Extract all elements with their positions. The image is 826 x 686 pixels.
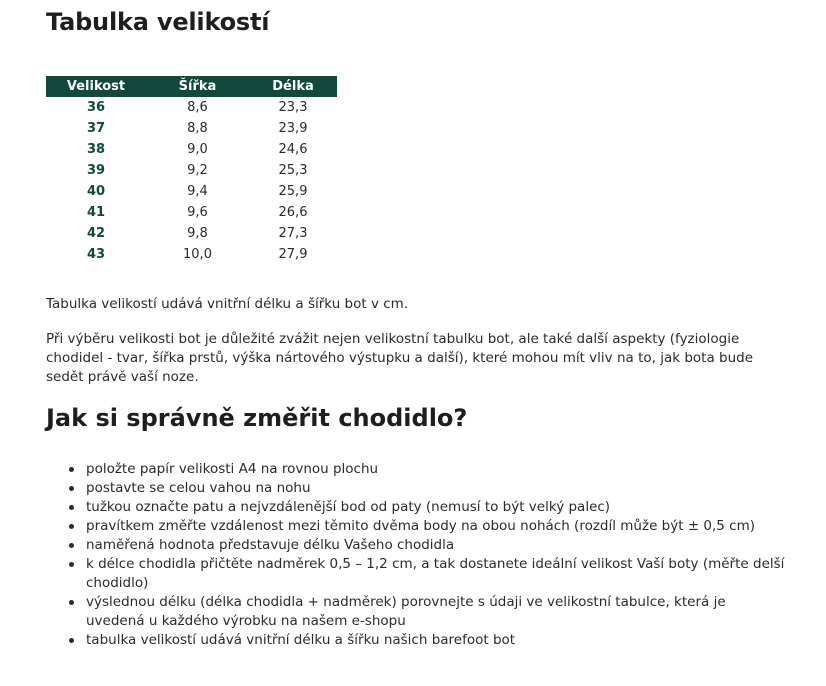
list-item-text: k délce chodidla přičtěte nadměrek 0,5 – 1,2 cm, a tak dostanete ideální velikost Vaší boty (měřte delší chodidlo) (86, 556, 785, 591)
width-cell: 9,4 (187, 184, 208, 199)
length-cell: 27,3 (278, 226, 308, 241)
header-delka: Délka (249, 76, 337, 97)
list-item-text: tužkou označte patu a nejvzdálenější bod od paty (nemusí to být velký palec) (86, 499, 611, 515)
length-cell: 25,9 (278, 184, 308, 199)
bullet-icon (69, 638, 74, 643)
bullet-icon (69, 562, 74, 567)
size-note: Tabulka velikostí udává vnitřní délku a šířku bot v cm. (46, 296, 409, 312)
size-cell: 43 (86, 247, 106, 262)
bullet-icon (69, 543, 74, 548)
fit-advice-paragraph: Při výběru velikosti bot je důležité zvážit nejen velikostní tabulku bot, ale také další aspekty (fyziologie chodidel - tvar, šířka prstů, výška nártového výstupku a další), které mohou mít vliv na to, jak bota bude sedět právě vaší noze. (46, 331, 754, 385)
size-table (46, 76, 337, 265)
list-item (66, 517, 786, 536)
width-cell: 8,6 (187, 100, 208, 115)
list-item (66, 479, 786, 498)
size-cell: 37 (86, 121, 106, 136)
length-cell: 24,6 (278, 142, 308, 157)
list-item-text: položte papír velikosti A4 na rovnou plochu (86, 461, 379, 477)
width-cell: 9,2 (187, 163, 208, 178)
width-cell: 9,8 (187, 226, 208, 241)
width-cell: 9,0 (187, 142, 208, 157)
size-cell: 42 (86, 226, 106, 241)
list-item (66, 555, 786, 593)
table-row (46, 139, 337, 160)
length-cell: 25,3 (278, 163, 308, 178)
header-velikost: Velikost (46, 76, 146, 97)
bullet-icon (69, 600, 74, 605)
table-row (46, 181, 337, 202)
size-cell: 36 (86, 100, 106, 115)
size-cell: 38 (86, 142, 106, 157)
size-cell: 41 (86, 205, 106, 220)
header-sirka: Šířka (146, 76, 249, 97)
table-row (46, 118, 337, 139)
table-row (46, 244, 337, 265)
length-cell: 23,3 (278, 100, 308, 115)
bullet-icon (69, 505, 74, 510)
list-item (66, 460, 786, 479)
bullet-icon (69, 486, 74, 491)
list-item-text: naměřená hodnota představuje délku Vašeho chodidla (86, 537, 455, 553)
table-row (46, 223, 337, 244)
list-item (66, 631, 786, 650)
list-item (66, 498, 786, 517)
list-item-text: pravítkem změřte vzdálenost mezi těmito dvěma body na obou nohách (rozdíl může být ± 0,5 cm) (86, 518, 756, 534)
table-row (46, 202, 337, 223)
table-row (46, 160, 337, 181)
length-cell: 23,9 (278, 121, 308, 136)
size-table-header-row (46, 76, 337, 97)
width-cell: 8,8 (187, 121, 208, 136)
list-item-text: výslednou délku (délka chodidla + nadměrek) porovnejte s údaji ve velikostní tabulce, která je uvedená u každého výrobku na našem e-shopu (86, 594, 726, 629)
table-row (46, 97, 337, 118)
width-cell: 10,0 (183, 247, 212, 262)
length-cell: 26,6 (278, 205, 308, 220)
bullet-icon (69, 524, 74, 529)
list-item-text: postavte se celou vahou na nohu (86, 480, 311, 496)
list-item (66, 536, 786, 555)
size-cell: 39 (86, 163, 106, 178)
list-item (66, 593, 786, 631)
page-title: Tabulka velikostí (46, 8, 270, 36)
bullet-icon (69, 467, 74, 472)
section-heading-measure: Jak si správně změřit chodidlo? (46, 404, 468, 432)
size-cell: 40 (86, 184, 106, 199)
width-cell: 9,6 (187, 205, 208, 220)
measurement-steps-list (66, 460, 786, 650)
list-item-text: tabulka velikostí udává vnitřní délku a šířku našich barefoot bot (86, 632, 516, 648)
length-cell: 27,9 (278, 247, 308, 262)
